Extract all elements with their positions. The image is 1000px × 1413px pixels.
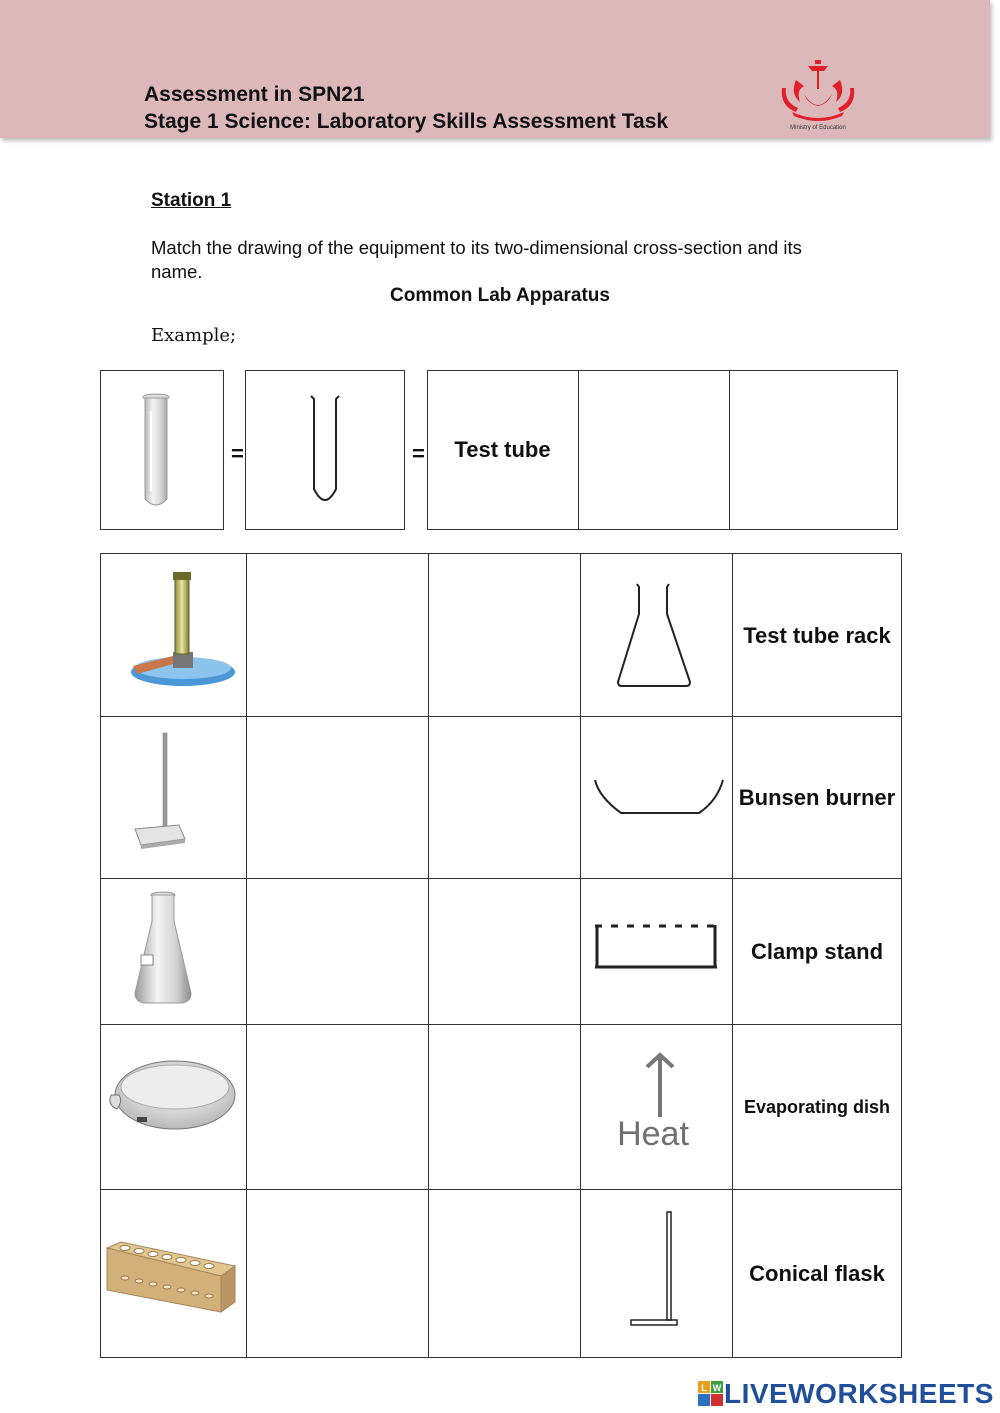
apparatus-name: Evaporating dish [743,1097,891,1117]
apparatus-name: Clamp stand [750,939,884,964]
bunsen-burner-image [101,554,246,711]
cross-section-cell [581,717,733,879]
name-cell [733,879,902,1025]
instructions-text: Match the drawing of the equipment to its two-dimensional cross-section and its name. [151,237,802,282]
answer-cell[interactable] [429,1190,581,1358]
evaporating-dish-cross-section [581,717,732,873]
name-cell [733,554,902,717]
equals-sign: = [231,441,244,466]
conical-flask-cross-section [581,554,732,711]
cross-section-cell [581,1190,733,1358]
test-tube-image [101,371,223,529]
example-name: Test tube [454,436,551,462]
picture-cell [101,879,247,1025]
svg-text:W: W [712,1383,722,1393]
heat-symbol [581,1025,732,1184]
ministry-crest-logo [778,58,858,133]
table-row [101,1025,902,1190]
cross-section-cell [581,1025,733,1190]
apparatus-name: Bunsen burner [738,785,896,810]
clamp-stand-image [101,717,246,873]
station-heading: Station 1 [151,190,232,211]
answer-cell[interactable] [247,554,429,717]
picture-cell [101,1025,247,1190]
example-empty-cell [578,370,730,530]
test-tube-cross-section [246,371,404,529]
name-cell [733,1190,902,1358]
clamp-stand-cross-section [581,1190,732,1352]
example-label: Example; [151,325,237,346]
picture-cell [101,1190,247,1358]
table-row [101,1190,902,1358]
liveworksheets-badge-icon [698,1381,724,1407]
equals-sign: = [412,441,425,466]
conical-flask-image [101,879,246,1019]
test-tube-rack-image [101,1190,246,1352]
answer-cell[interactable] [247,1025,429,1190]
answer-cell[interactable] [429,717,581,879]
example-test-tube-picture-cell [100,370,224,530]
matching-table [100,553,902,1358]
name-cell [733,717,902,879]
liveworksheets-logo [698,1378,994,1410]
example-cross-section-cell [245,370,405,530]
apparatus-name: Test tube rack [743,622,891,648]
picture-cell [101,717,247,879]
answer-cell[interactable] [247,879,429,1025]
section-subtitle: Common Lab Apparatus [390,285,610,306]
test-tube-rack-cross-section [581,879,732,1019]
answer-cell[interactable] [429,554,581,717]
answer-cell[interactable] [247,1190,429,1358]
cross-section-cell [581,879,733,1025]
page-title-line-1: Assessment in SPN21 [144,83,365,106]
answer-cell[interactable] [429,1025,581,1190]
cross-section-cell [581,554,733,717]
svg-text:Ministry of Education: Ministry of Education [790,125,846,131]
table-row [101,879,902,1025]
page-title-line-2: Stage 1 Science: Laboratory Skills Assessment Task [144,110,669,133]
heat-label: Heat [617,1115,689,1153]
apparatus-name: Conical flask [749,1261,885,1286]
svg-text:L: L [701,1383,707,1393]
answer-cell[interactable] [247,717,429,879]
table-row [101,554,902,717]
table-row [101,717,902,879]
liveworksheets-brand: LIVEWORKSHEETS [724,1378,994,1409]
answer-cell[interactable] [429,879,581,1025]
picture-cell [101,554,247,717]
name-cell [733,1025,902,1190]
evaporating-dish-image [101,1025,246,1184]
example-empty-cell [729,370,898,530]
